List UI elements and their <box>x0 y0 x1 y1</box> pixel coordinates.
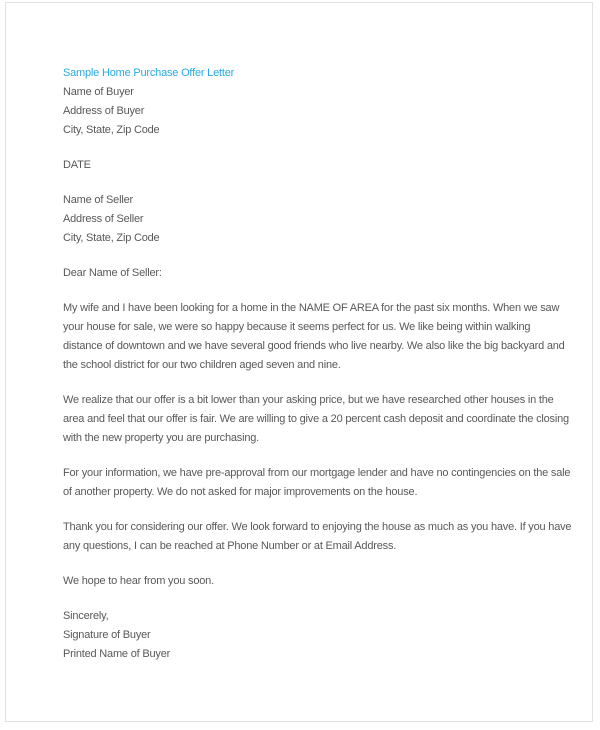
paragraph-line: with the new property you are purchasing. <box>63 432 260 444</box>
paragraph-line: any questions, I can be reached at Phone Number or at Email Address. <box>63 540 397 552</box>
paragraph-4 <box>63 518 592 556</box>
paragraph-line: area and feel that our offer is fair. We are willing to give a 20 percent cash deposit and coordinate the closing <box>63 413 569 425</box>
letter-content <box>6 3 592 664</box>
seller-name-line: Name of Seller <box>63 194 133 206</box>
buyer-name-line: Name of Buyer <box>63 86 134 98</box>
salutation-block <box>63 264 592 283</box>
paragraph-line: the school district for our two children aged seven and nine. <box>63 359 341 371</box>
paragraph-1 <box>63 299 592 375</box>
paragraph-line: your house for sale, we were so happy because it seems perfect for us. We like being within walking <box>63 321 531 333</box>
paragraph-line: My wife and I have been looking for a home in the NAME OF AREA for the past six months. When we saw <box>63 302 560 314</box>
paragraph-2 <box>63 391 592 448</box>
seller-citystatezip-line: City, State, Zip Code <box>63 232 160 244</box>
header-block <box>63 64 592 140</box>
closing-block <box>63 572 592 591</box>
signature-line: Signature of Buyer <box>63 629 151 641</box>
paragraph-line: Thank you for considering our offer. We look forward to enjoying the house as much as you have. If you have <box>63 521 572 533</box>
letter-title: Sample Home Purchase Offer Letter <box>63 67 235 79</box>
buyer-address-line: Address of Buyer <box>63 105 145 117</box>
closing-line: We hope to hear from you soon. <box>63 575 214 587</box>
paragraph-line: We realize that our offer is a bit lower than your asking price, but we have researched other houses in the <box>63 394 554 406</box>
paragraph-3 <box>63 464 592 502</box>
seller-block <box>63 191 592 248</box>
valediction-line: Sincerely, <box>63 610 109 622</box>
salutation: Dear Name of Seller: <box>63 267 162 279</box>
printed-name-line: Printed Name of Buyer <box>63 648 171 660</box>
signoff-block <box>63 607 592 664</box>
document-page <box>5 2 593 722</box>
paragraph-line: of another property. We do not asked for major improvements on the house. <box>63 486 418 498</box>
paragraph-line: For your information, we have pre-approval from our mortgage lender and have no contingencies on the sale <box>63 467 571 479</box>
paragraph-line: distance of downtown and we have several good friends who live nearby. We also like the big backyard and <box>63 340 565 352</box>
date-block <box>63 156 592 175</box>
date-line: DATE <box>63 159 91 171</box>
buyer-citystatezip-line: City, State, Zip Code <box>63 124 160 136</box>
seller-address-line: Address of Seller <box>63 213 144 225</box>
